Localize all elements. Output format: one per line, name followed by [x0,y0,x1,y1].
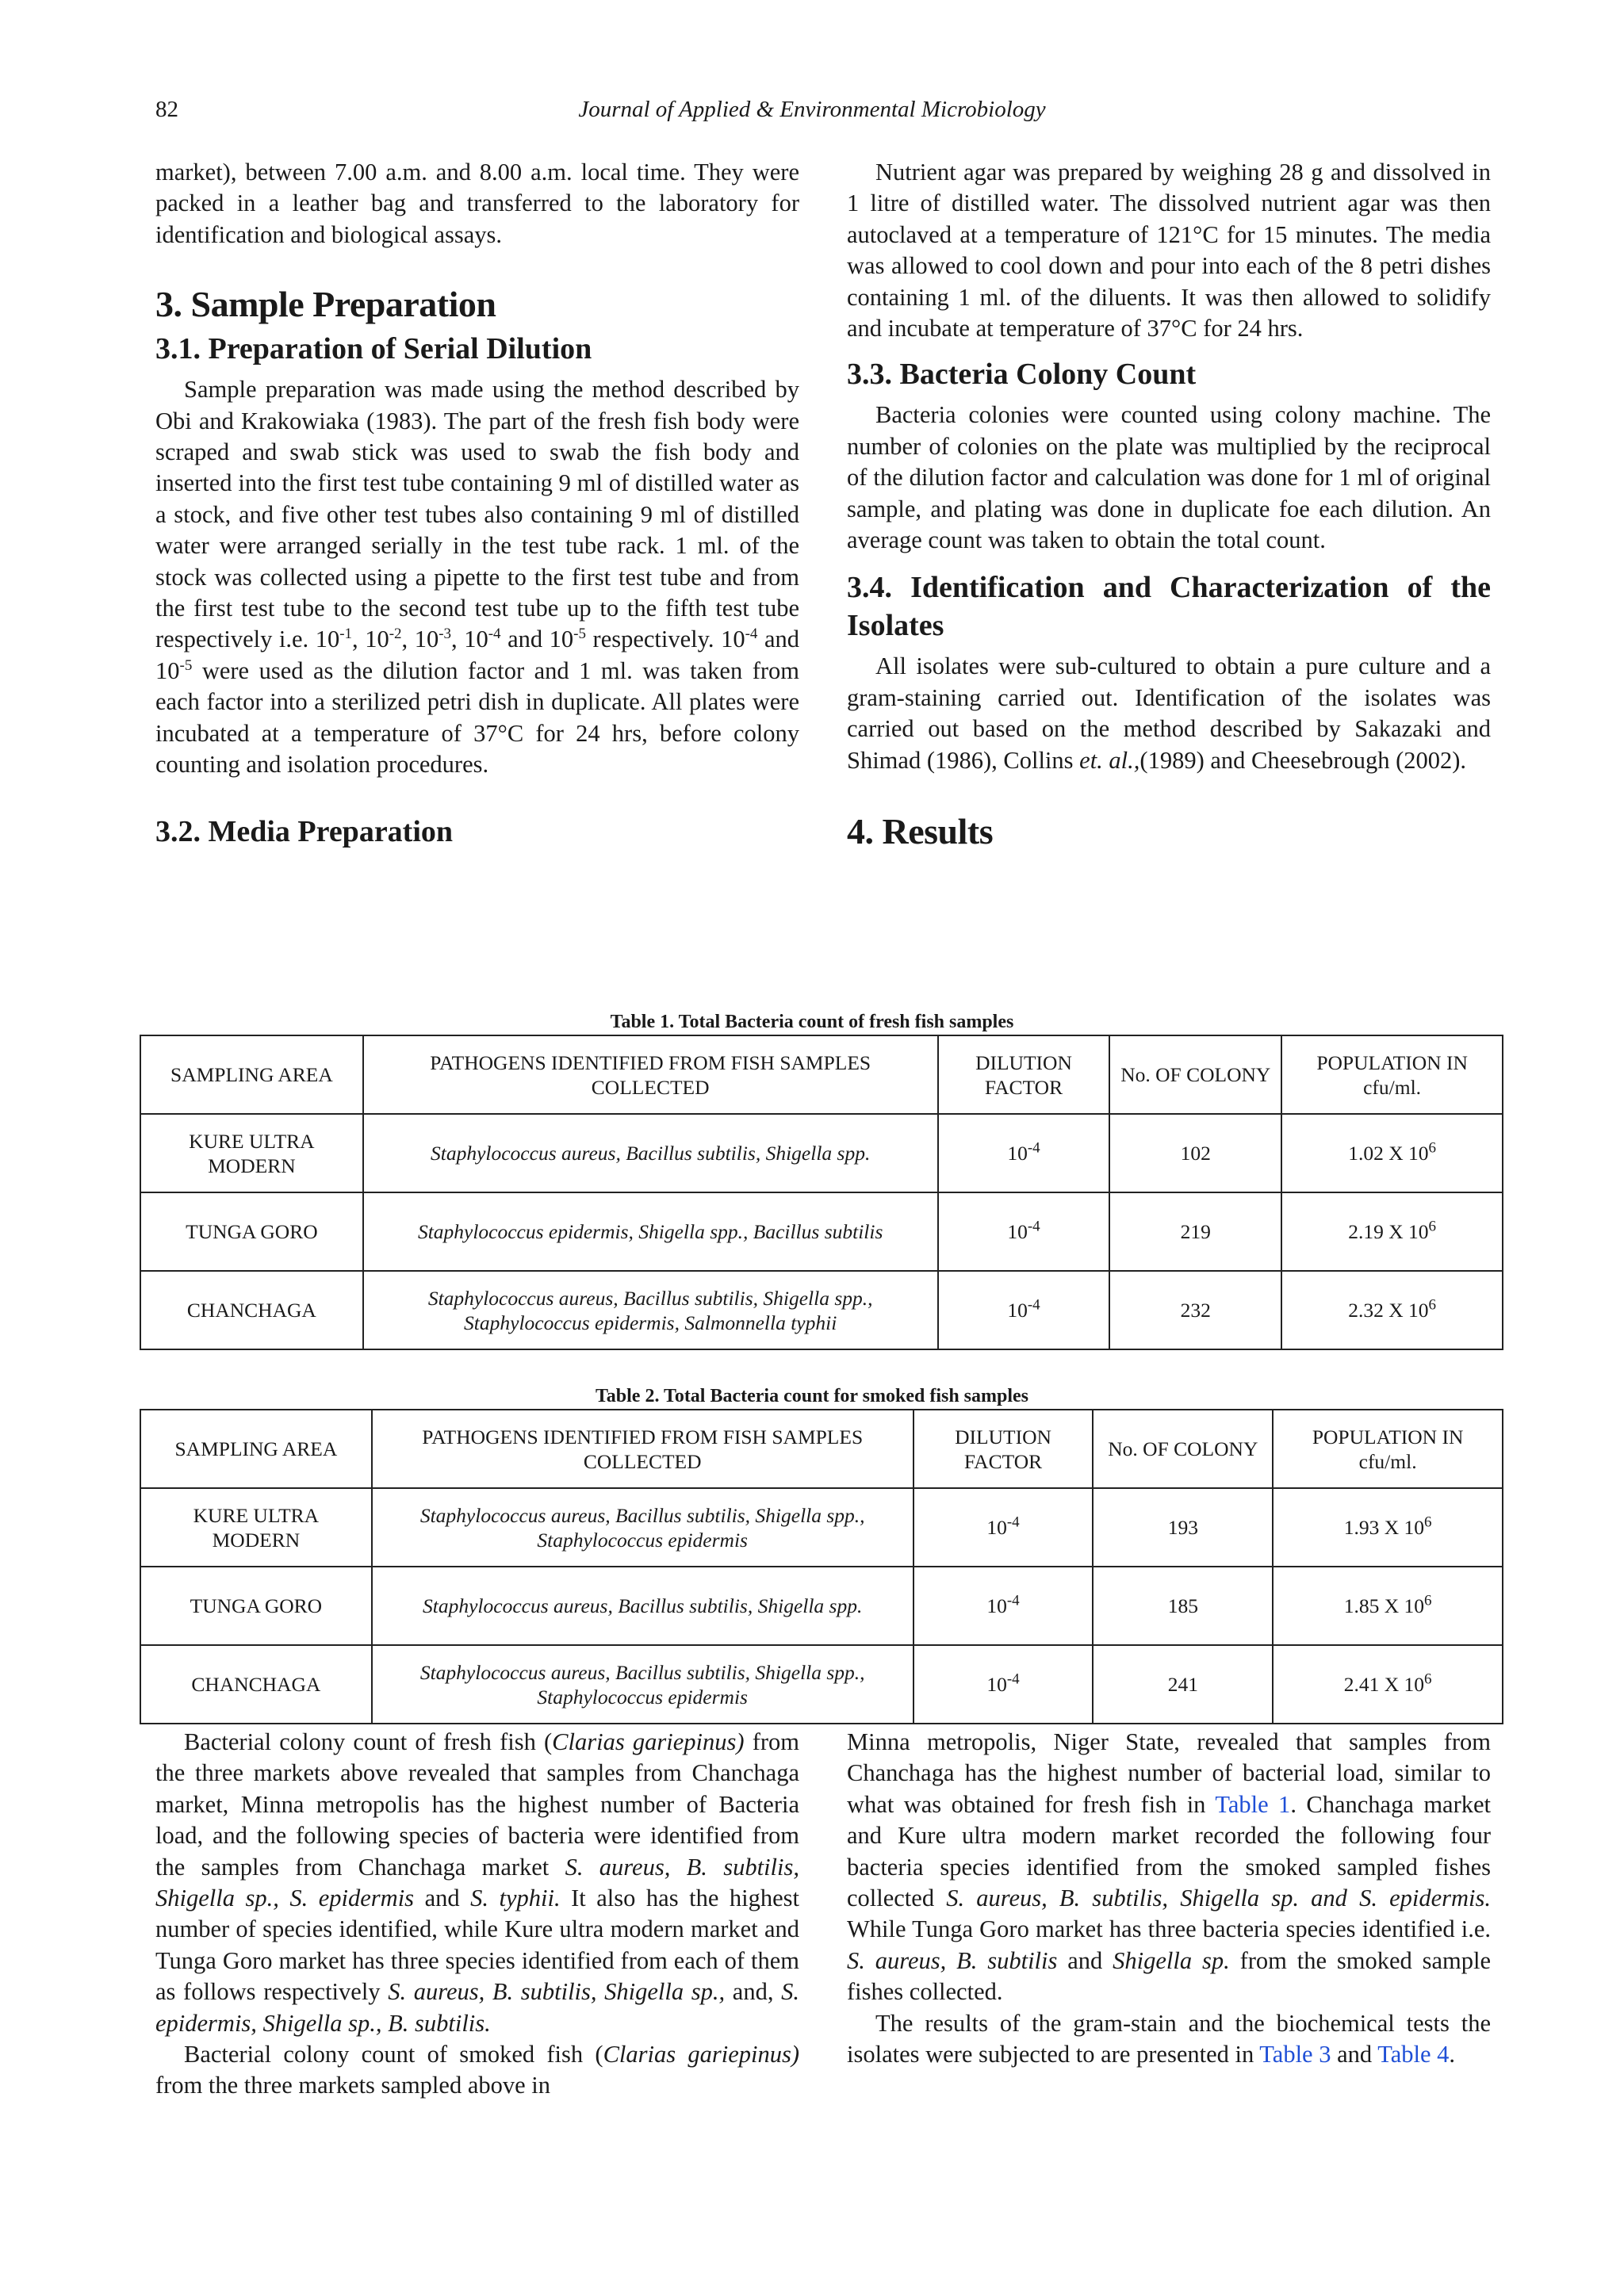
species-name: S. aureus, B. subtilis [847,1946,1058,1974]
exponent: -2 [389,626,402,643]
dilution-cell [914,1567,1094,1645]
pathogen-line: Staphylococcus aureus, Bacillus subtilis, Shigella spp. [431,1142,871,1165]
pathogens-cell [372,1488,914,1567]
text: and [508,626,543,653]
text: . [1449,2041,1456,2068]
exponent: -1 [339,626,353,643]
exponent: -4 [745,626,758,643]
pathogens-cell [363,1192,938,1271]
text: Minna metropolis, Niger State, revealed that samples from Chanchaga has the highest number of bacterial load, similar to what was obtained for fresh fish in [847,1728,1491,1818]
colony-cell: 232 [1109,1271,1281,1349]
media-preparation-paragraph: Nutrient agar was prepared by weighing 28 g and dissolved in 1 litre of distilled water. The dissolved nutrient agar was then autoclaved at a temperature of 121°C for 15 minutes. The media was allowed to cool down and pour into each of the 8 petri dishes containing 1 ml. of the diluents. It was then allowed to solidify and incubate at temperature of 37°C for 24 hrs. [847,159,1491,342]
population-cell [1273,1567,1503,1645]
population-exponent: 6 [1428,1296,1436,1314]
header-cell: SAMPLING AREA [140,1410,372,1488]
dilution-exponent: -4 [1006,1513,1020,1531]
population-cell [1281,1271,1503,1349]
table-2 [140,1409,1503,1724]
colony-cell: 185 [1093,1567,1273,1645]
text: (1989) and Cheesebrough (2002). [1139,746,1467,774]
species-name: Clarias gariepinus) [603,2041,799,2068]
smoked-fish-discussion-paragraph [155,2039,799,2102]
table-row [140,1567,1503,1645]
species-name: S. typhii. [470,1885,561,1912]
population-exponent: 6 [1424,1670,1432,1688]
dilution-base: 10 [986,1594,1007,1617]
dilution-base: 10 [986,1516,1007,1539]
pathogens-cell [363,1271,938,1349]
header-cell: DILUTION FACTOR [938,1035,1110,1114]
text: Sample preparation was made using the method described by Obi and Krakowiaka (1983). The part of the fresh fish body were scraped and swab stick was used to swab the fish body and inserted into the first test tube containing 9 ml of distilled water as a stock, and five other test tubes also containing 9 ml of distilled water were arranged serially in the test tube rack. 1 ml. of the stock was collected using a pipette to the first test tube and from the first test tube to the second test tube up to the fifth test tube respectively i.e. 10 [155,376,799,653]
right-column-bottom [847,1727,1491,2070]
dilution-exponent: -4 [1006,1670,1020,1688]
dilution-base: 10 [1007,1142,1028,1165]
subsection-3-2-title: 3.2. Media Preparation [155,814,454,848]
header-cell: POPULATION IN cfu/ml. [1281,1035,1503,1114]
table-row [140,1192,1503,1271]
population-base: 2.32 X 10 [1348,1299,1429,1322]
header-cell: No. OF COLONY [1093,1410,1273,1488]
dilution-cell [914,1488,1094,1567]
species-name: S. aureus, B. subtilis, Shigella sp. and S. epidermis. [946,1885,1491,1912]
population-base: 1.02 X 10 [1348,1142,1429,1165]
table-row [140,1645,1503,1724]
sampling-area-cell: TUNGA GORO [140,1567,372,1645]
text: from the three markets sampled above in [155,2072,550,2099]
subsection-3-3-title: 3.3. Bacteria Colony Count [847,358,1197,392]
population-exponent: 6 [1424,1592,1432,1609]
colony-cell: 102 [1109,1114,1281,1192]
identification-paragraph [847,651,1491,776]
sampling-area-cell: CHANCHAGA [140,1271,363,1349]
dilution-cell [914,1645,1094,1724]
subsection-3-4-title: 3.4. Identification and Characterization of the Isolates [847,571,1491,643]
population-exponent: 6 [1428,1218,1436,1235]
species-name: S. aureus, B. subtilis, Shigella sp., [388,1978,726,2006]
text: Bacterial colony count of smoked fish ( [184,2041,603,2068]
population-cell [1273,1488,1503,1567]
running-head: Journal of Applied & Environmental Microbiology [578,97,1046,122]
intro-paragraph: market), between 7.00 a.m. and 8.00 a.m. local time. They were packed in a leather bag and transferred to the laboratory for identification and biological assays. [155,159,799,248]
text: were used as the dilution factor and 1 ml. was taken from each factor into a sterilized petri dish in duplicate. All plates were incubated at a temperature of 37°C for 24 hrs, before colony counting and isolation procedures. [155,656,800,779]
section-4-title: 4. Results [847,811,994,852]
species-name: S. epidermis, Shigella sp., B. subtilis. [155,1978,799,2037]
population-cell [1281,1114,1503,1192]
left-column-top [155,157,799,851]
dilution-base: 10 [986,1673,1007,1696]
dilution-exponent: -4 [1027,1296,1040,1314]
sampling-area-cell: CHANCHAGA [140,1645,372,1724]
pathogen-line: Staphylococcus epidermis, Salmonnella typhii [464,1311,837,1334]
population-cell [1281,1192,1503,1271]
text: respectively. 10 [592,626,745,653]
serial-dilution-paragraph: Sample preparation was made using the method described by Obi and Krakowiaka (1983). The part of the fresh fish body were scraped and swab stick was used to swab the fish body and inserted into the first test tube containing 9 ml of distilled water as a stock, and five other test tubes also containing 9 ml of distilled water were arranged serially in the test tube rack. 1 ml. of the stock was collected using a pipette to the first test tube and from the first test tube to the second test tube up to the fifth test tube respectively i.e. $10^{-1}$, $10^{-2}$, $10^{-3}$, $10^{-4}$ and $10^{-5}$ respectively. $10^{-4}$ and $10^{-5}$ were used as the dilution factor and 1 ml. was taken from each factor into a sterilized petri dish in duplicate. All plates were incubated at a temperature of 37°C for 24 hrs, before colony counting and isolation procedures. [155,376,800,779]
pathogen-line: Staphylococcus epidermis, Shigella spp., Bacillus subtilis [417,1220,883,1243]
header-cell: PATHOGENS IDENTIFIED FROM FISH SAMPLES COLLECTED [363,1035,938,1114]
population-base: 2.41 X 10 [1343,1673,1424,1696]
dilution-base: 10 [1007,1299,1028,1322]
dilution-exponent: -4 [1006,1592,1020,1609]
text: from the three markets above revealed that samples from Chanchaga market, Minna metropolis has the highest number of Bacteria load, and the following species of bacteria were identified from the samples from Chanchaga market [155,1728,799,1881]
text: Bacterial colony count of fresh fish ( [184,1728,553,1755]
pathogen-line: Staphylococcus aureus, Bacillus subtilis, Shigella spp., [419,1503,865,1527]
text: It also has the highest number of species identified, while Kure ultra modern market and Tunga Goro market has three species identified from each of them as follows respectively [155,1885,799,2006]
section-3-title: 3. Sample Preparation [155,284,496,325]
table-4-link[interactable]: Table 4 [1377,2041,1450,2068]
header-cell: PATHOGENS IDENTIFIED FROM FISH SAMPLES COLLECTED [372,1410,914,1488]
pathogen-line: Staphylococcus aureus, Bacillus subtilis, Shigella spp., [427,1286,873,1310]
text: . Chanchaga market and Kure ultra modern market recorded the following four bacteria species identified from the smoked sampled fishes collected [847,1790,1491,1912]
pathogen-line: Staphylococcus aureus, Bacillus subtilis, Shigella spp., [419,1660,865,1684]
text: and [1057,1946,1113,1974]
population-base: 2.19 X 10 [1348,1220,1429,1243]
population-exponent: 6 [1428,1139,1436,1157]
right-column-top [847,157,1491,852]
table-3-link[interactable]: Table 3 [1259,2041,1331,2068]
header-cell: DILUTION FACTOR [914,1410,1094,1488]
population-cell [1273,1645,1503,1724]
sampling-area-cell: KURE ULTRA MODERN [140,1114,363,1192]
dilution-cell [938,1114,1110,1192]
exponent: -5 [573,626,586,643]
exponent: -4 [488,626,501,643]
sampling-area-cell: KURE ULTRA MODERN [140,1488,372,1567]
table-header-row [140,1035,1503,1114]
population-base: 1.93 X 10 [1343,1516,1424,1539]
fresh-fish-discussion-paragraph [155,1727,799,2039]
text: from the smoked sample fishes collected. [847,1946,1491,2006]
population-base: 1.85 X 10 [1343,1594,1424,1617]
left-column-bottom [155,1727,799,2102]
colony-cell: 241 [1093,1645,1273,1724]
dilution-exponent: -4 [1027,1139,1040,1157]
text: and 10 [155,626,800,684]
text: and, [725,1978,782,2006]
species-name: S. aureus, B. subtilis, Shigella sp., S. epidermis [155,1853,799,1912]
pathogens-cell [372,1645,914,1724]
text: All isolates were sub-cultured to obtain a pure culture and a gram-staining carried out. Identification of the isolates was carried out based on the method described by Sakazaki and Shimad (1986), Collins [847,652,1491,774]
table-1-caption: Table 1. Total Bacteria count of fresh fish samples [610,1012,1014,1032]
table-1-link[interactable]: Table 1 [1215,1790,1291,1818]
results-reference-paragraph [847,2008,1491,2071]
dilution-base: 10 [1007,1220,1028,1243]
subsection-3-1-title: 3.1. Preparation of Serial Dilution [155,332,592,366]
population-exponent: 6 [1424,1513,1432,1531]
dilution-cell [938,1192,1110,1271]
text: and [1331,2041,1378,2068]
pathogens-cell [363,1114,938,1192]
text: The results of the gram-stain and the biochemical tests the isolates were subjected to are presented in [847,2009,1491,2068]
smoked-fish-discussion-continued [847,1727,1491,2008]
dilution-exponent: -4 [1027,1218,1040,1235]
citation-et-al: et. al., [1079,746,1140,774]
species-name: Clarias gariepinus) [552,1728,745,1755]
sampling-area-cell: TUNGA GORO [140,1192,363,1271]
exponent: -3 [439,626,452,643]
table-1 [140,1035,1503,1350]
table-header-row [140,1410,1503,1488]
table-2-caption: Table 2. Total Bacteria count for smoked fish samples [595,1386,1029,1406]
header-cell: POPULATION IN cfu/ml. [1273,1410,1503,1488]
table-row [140,1114,1503,1192]
dilution-cell [938,1271,1110,1349]
colony-cell: 219 [1109,1192,1281,1271]
pathogens-cell [372,1567,914,1645]
text: and [414,1885,471,1912]
species-name: Shigella sp. [1113,1946,1230,1974]
header-cell: SAMPLING AREA [140,1035,363,1114]
exponent: -5 [179,656,193,674]
table-row [140,1488,1503,1567]
pathogen-line: Staphylococcus epidermis [537,1528,748,1552]
colony-count-paragraph: Bacteria colonies were counted using colony machine. The number of colonies on the plate was multiplied by the reciprocal of the dilution factor and calculation was done for 1 ml of original sample, and plating was done in duplicate foe each dilution. An average count was taken to obtain the total count. [847,401,1491,554]
text: While Tunga Goro market has three bacteria species identified i.e. [847,1915,1491,1943]
colony-cell: 193 [1093,1488,1273,1567]
table-row [140,1271,1503,1349]
pathogen-line: Staphylococcus epidermis [537,1685,748,1709]
pathogen-line: Staphylococcus aureus, Bacillus subtilis, Shigella spp. [423,1594,863,1617]
header-cell: No. OF COLONY [1109,1035,1281,1114]
page-number: 82 [155,97,178,122]
